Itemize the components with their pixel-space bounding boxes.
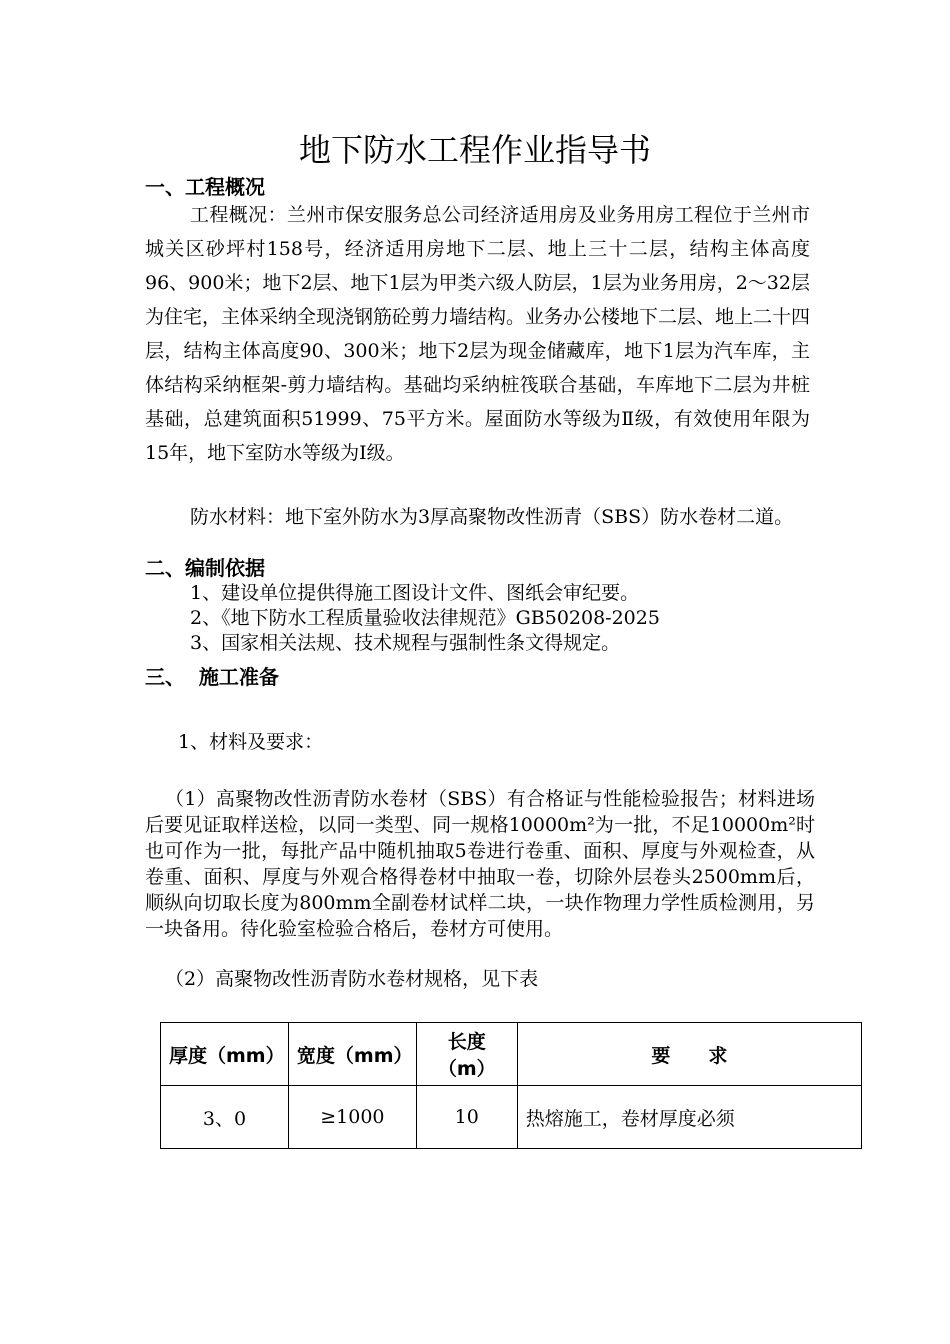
overview-paragraph: 工程概况：兰州市保安服务总公司经济适用房及业务用房工程位于兰州市城关区砂坪村158号，经济适用房地下二层、地上三十二层，结构主体高度96、900米；地下2层、地下1层为甲类六级人防层，1层为业务用房，2～32层为住宅，主体采纳全现浇钢筋砼剪力墙结构。业务办公楼地下二层、地上二十四层，结构主体高度90、300米；地下2层为现金储藏库，地下1层为汽车库，主体结构采纳框架-剪力墙结构。基础均采纳桩筏联合基础，车库地下二层为井桩基础，总建筑面积51999、75平方米。屋面防水等级为Ⅱ级，有效使用年限为15年，地下室防水等级为Ⅰ级。	[145, 204, 811, 464]
table-row	[161, 1086, 862, 1149]
table-header-length: 长度（m）	[416, 1023, 517, 1086]
table-header-width: 宽度（mm）	[288, 1023, 416, 1086]
section-heading-overview: 一、工程概况	[145, 175, 265, 199]
spec-table-intro: （2）高聚物改性沥青防水卷材规格，见下表	[165, 968, 539, 990]
material-paragraph: 防水材料：地下室外防水为3厚高聚物改性沥青（SBS）防水卷材二道。	[190, 506, 794, 528]
section-heading-basis: 二、编制依据	[145, 556, 265, 580]
table-cell-length: 10	[416, 1086, 517, 1149]
table-cell-requirement: 热熔施工，卷材厚度必须	[517, 1086, 861, 1149]
table-header-requirement: 要 求	[517, 1023, 861, 1086]
table-cell-width: ≥1000	[288, 1086, 416, 1149]
basis-item: 1、建设单位提供得施工图设计文件、图纸会审纪要。	[190, 582, 640, 604]
basis-item: 2、《地下防水工程质量验收法律规范》GB50208-2025	[190, 607, 660, 629]
spec-paragraph: （1）高聚物改性沥青防水卷材（SBS）有合格证与性能检验报告；材料进场后要见证取样送检，以同一类型、同一规格10000m²为一批，不足10000m²时也可作为一批，每批产品中随机抽取5卷进行卷重、面积、厚度与外观检查，从卷重、面积、厚度与外观合格得卷材中抽取一卷，切除外层卷头2500mm后，顺纵向切取长度为800mm全副卷材试样二块，一块作物理力学性质检测用，另一块备用。待化验室检验合格后，卷材方可使用。	[145, 788, 815, 940]
spec-table	[160, 1022, 862, 1149]
table-header-thickness: 厚度（mm）	[161, 1023, 289, 1086]
basis-item: 3、国家相关法规、技术规程与强制性条文得规定。	[190, 632, 621, 654]
section-heading-preparation: 三、 施工准备	[145, 665, 279, 689]
table-cell-thickness: 3、0	[161, 1086, 289, 1149]
document-title: 地下防水工程作业指导书	[298, 131, 651, 169]
table-header-row	[161, 1023, 862, 1086]
materials-subheading: 1、材料及要求：	[178, 731, 324, 753]
